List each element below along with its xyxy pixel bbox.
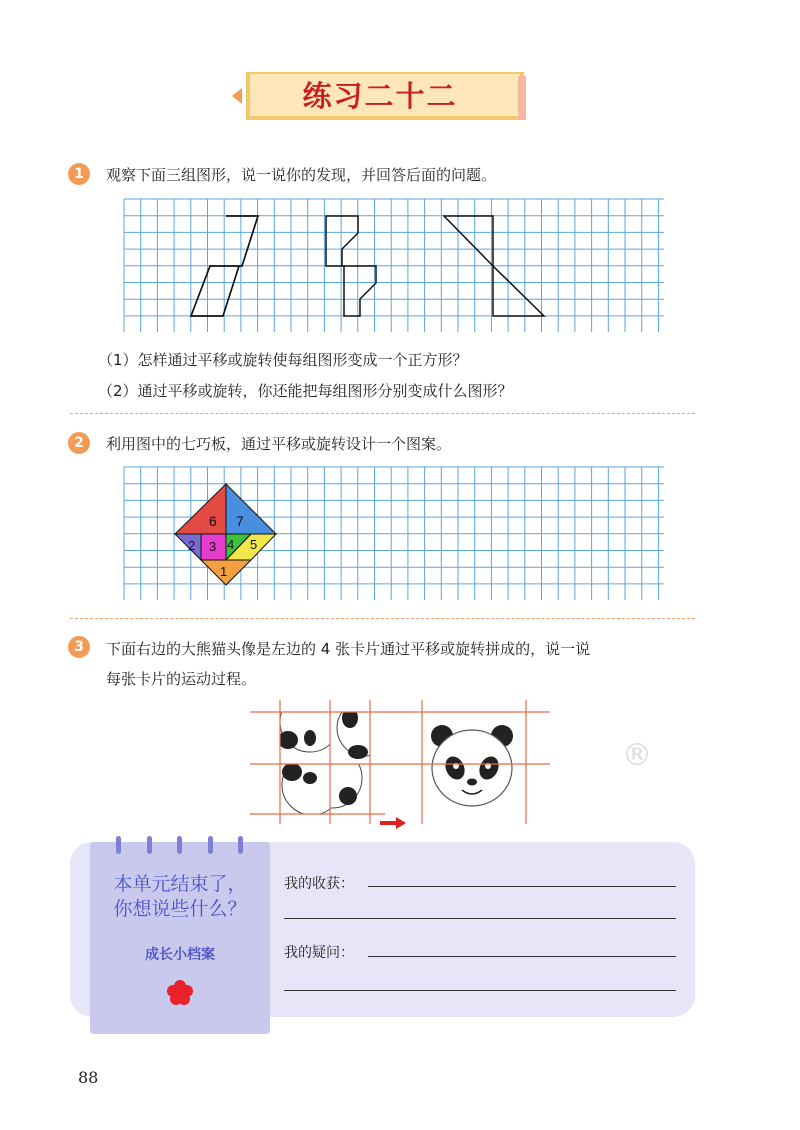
gain-answer-line[interactable] <box>368 886 676 887</box>
question-2-grid <box>123 466 665 606</box>
tangram-label-5: 5 <box>250 537 258 552</box>
question-number-2: 2 <box>68 432 90 454</box>
gain-label: 我的收获： <box>284 876 354 892</box>
tangram-label-1: 1 <box>220 564 228 579</box>
panda-head-full <box>431 725 513 806</box>
question-number-3: 3 <box>68 636 90 658</box>
question-1-text: 观察下面三组图形，说一说你的发现，并回答后面的问题。 <box>106 166 497 184</box>
binder-ring-icon <box>147 836 152 854</box>
binder-ring-icon <box>116 836 121 854</box>
binder-ring-icon <box>177 836 182 854</box>
card-heading-line-1: 本单元结束了， <box>113 873 247 895</box>
question-1-sub-1: （1）怎样通过平移或旋转使每组图形变成一个正方形？ <box>98 351 468 369</box>
question-1-sub-2: （2）通过平移或旋转，你还能把每组图形分别变成什么图形？ <box>98 382 513 400</box>
tangram-label-4: 4 <box>227 537 235 552</box>
tangram-piece-6 <box>175 484 226 534</box>
tangram-label-3: 3 <box>209 539 217 554</box>
card-heading-line-2: 你想说些什么？ <box>113 898 247 920</box>
section-divider <box>70 618 695 619</box>
question-1-grid <box>123 198 665 338</box>
flower-icon <box>165 978 195 1008</box>
question-label: 我的疑问： <box>284 945 354 961</box>
card-heading <box>90 872 270 922</box>
tangram-piece-7 <box>226 484 276 534</box>
question-answer-line[interactable] <box>368 956 676 957</box>
watermark-registered-mark: ® <box>622 738 652 773</box>
section-divider <box>70 413 695 414</box>
panda-figure <box>250 700 550 832</box>
tangram-label-7: 7 <box>236 513 244 529</box>
question-2-text: 利用图中的七巧板，通过平移或旋转设计一个图案。 <box>106 435 452 453</box>
binder-ring-icon <box>238 836 243 854</box>
card-subheading: 成长小档案 <box>145 947 215 963</box>
arrow-right-icon <box>380 817 406 829</box>
question-3-text-line-1: 下面右边的大熊猫头像是左边的 4 张卡片通过平移或旋转拼成的，说一说 <box>106 640 591 658</box>
gain-answer-line-2[interactable] <box>284 918 676 919</box>
page-number: 88 <box>78 1068 99 1087</box>
question-answer-line-2[interactable] <box>284 990 676 991</box>
panda-card-top-left <box>278 700 340 752</box>
tangram-label-6: 6 <box>209 513 217 529</box>
panda-card-top-right <box>337 700 393 759</box>
question-3-text-line-2: 每张卡片的运动过程。 <box>106 670 257 688</box>
page-title: 练习二十二 <box>302 79 458 113</box>
binder-ring-icon <box>208 836 213 854</box>
grid-lines <box>124 199 664 332</box>
tangram-label-2: 2 <box>188 538 196 553</box>
shape-stepped <box>326 216 376 316</box>
question-number-1: 1 <box>68 163 90 185</box>
